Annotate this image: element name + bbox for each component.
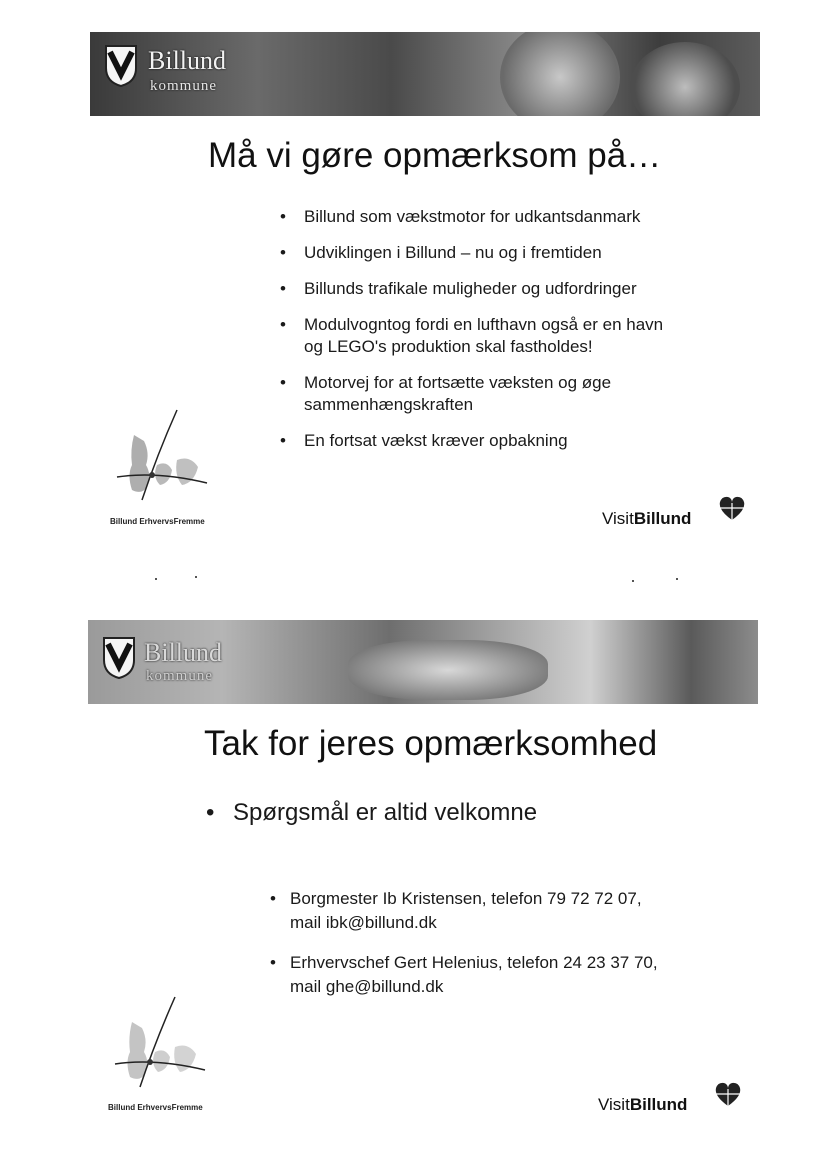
scan-speck [195, 576, 197, 578]
bullet-list [280, 206, 700, 452]
denmark-map-icon [112, 405, 212, 510]
list-item: • Erhvervschef Gert Helenius, telefon 24 23 37 70, mail ghe@billund.dk [270, 951, 680, 999]
banner-logo-sub: kommune [146, 668, 213, 684]
banner-photo [630, 42, 740, 116]
scan-speck [155, 578, 157, 580]
slide-1 [0, 0, 825, 580]
slide-2 [0, 600, 825, 1168]
banner-logo-name: Billund [148, 46, 227, 75]
list-item: • Modulvogntog fordi en lufthavn også er en havn og LEGO's produktion skal fastholdes! [280, 314, 674, 358]
visit-bold: Billund [633, 509, 692, 528]
coat-of-arms-icon [102, 636, 136, 680]
list-item: • Spørgsmål er altid velkomne [206, 798, 626, 828]
contact-list [270, 887, 690, 999]
visitbillund-logo [598, 1095, 687, 1115]
coat-of-arms-icon [104, 44, 138, 88]
list-item: • Billund som vækstmotor for udkantsdanmark [280, 206, 700, 228]
list-item: • Billunds trafikale muligheder og udfordringer [280, 278, 700, 300]
map-label: Billund ErhvervsFremme [110, 517, 205, 526]
denmark-map-icon [110, 992, 210, 1097]
visitbillund-logo [602, 509, 691, 529]
list-item: • Udviklingen i Billund – nu og i fremtiden [280, 242, 700, 264]
scan-speck [632, 580, 634, 582]
banner-logo-sub: kommune [150, 78, 217, 94]
visit-prefix: Visit [602, 509, 634, 528]
visit-prefix: Visit [598, 1095, 630, 1114]
header-banner [88, 620, 758, 704]
visit-bold: Billund [629, 1095, 688, 1114]
banner-photo [348, 640, 548, 700]
banner-logo-name: Billund [144, 638, 223, 667]
scan-speck [676, 578, 678, 580]
list-item: • Motorvej for at fortsætte væksten og øge sammenhængskraften [280, 372, 664, 416]
list-item: • En fortsat vækst kræver opbakning [280, 430, 700, 452]
banner-photo [500, 32, 620, 116]
heart-icon [712, 1080, 744, 1108]
heart-icon [716, 494, 748, 522]
slide-title: Tak for jeres opmærksomhed [204, 724, 658, 763]
header-banner [90, 32, 760, 116]
main-bullet-list [206, 798, 626, 828]
slide-title: Må vi gøre opmærksom på… [208, 136, 662, 175]
map-label: Billund ErhvervsFremme [108, 1103, 203, 1112]
list-item: • Borgmester Ib Kristensen, telefon 79 72 72 07, mail ibk@billund.dk [270, 887, 675, 935]
